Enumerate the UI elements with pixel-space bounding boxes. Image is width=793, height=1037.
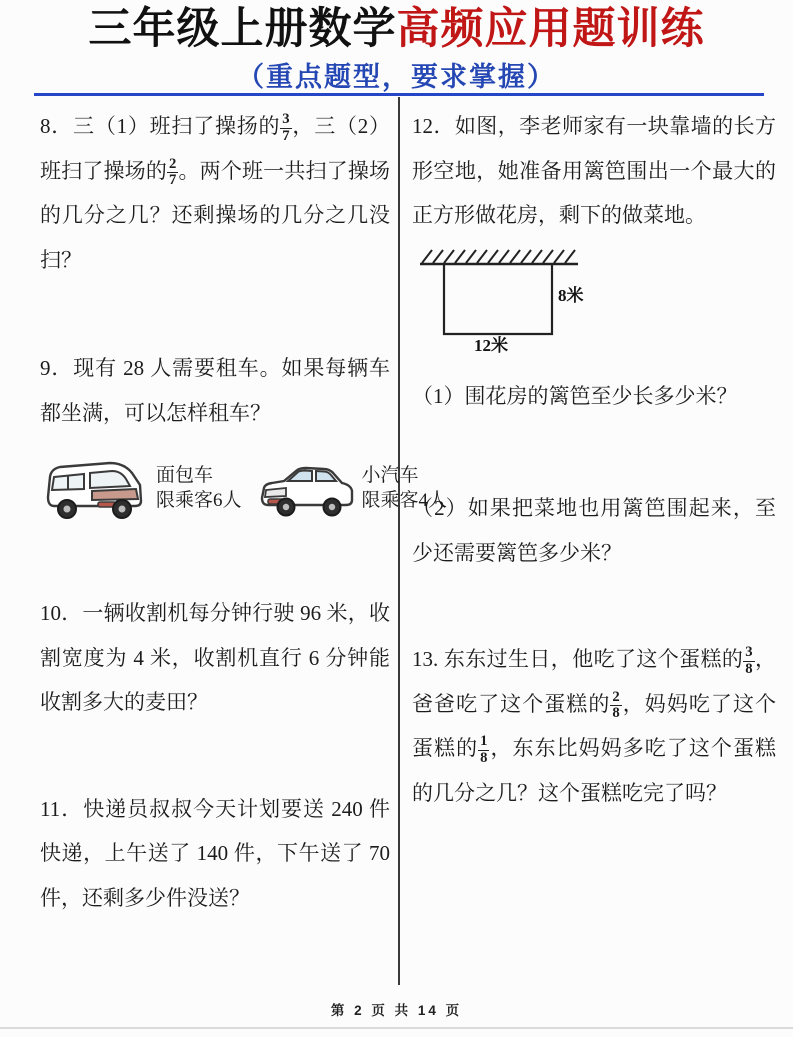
title-red-part: 高频应用题训练	[396, 5, 705, 53]
column-divider-line	[398, 97, 400, 985]
figure-width-label: 12米	[474, 335, 508, 355]
problem-12: 12．如图，李老师家有一块靠墙的长方形空地，她准备用篱笆围出一个最大的正方形做花房，剩下的做菜地。	[412, 114, 776, 228]
right-column	[412, 104, 776, 815]
page-header	[0, 6, 793, 94]
bottom-edge-line	[0, 1027, 793, 1029]
problem-13: 13. 东东过生日，他吃了这个蛋糕的 $\frac{3}{8}$ ，爸爸吃了这个蛋糕的 $\frac{2}{8}$ ，妈妈吃了这个蛋糕的 $\frac{1}{8}$ ，东东比妈妈多吃了这个蛋糕的几分之几？这个蛋糕吃完了吗？	[412, 644, 777, 805]
page-subtitle: （重点题型，要求掌握）	[237, 62, 556, 93]
car-name: 小汽车	[361, 465, 419, 487]
van-icon	[40, 453, 150, 525]
car-icon	[256, 458, 356, 520]
page-title	[0, 6, 793, 53]
wall-rectangle-figure	[416, 244, 606, 356]
van-capacity: 限乘客6人	[156, 490, 242, 512]
fraction: $\frac{1}{8}$	[480, 733, 488, 766]
problem-10: 10．一辆收割机每分钟行驶 96 米，收割宽度为 4 米，收割机直行 6 分钟能收割多大的麦田？	[40, 601, 390, 715]
fraction: $\frac{2}{8}$	[612, 688, 620, 722]
van-group	[40, 453, 242, 525]
car-capacity: 限乘客4人	[361, 490, 448, 512]
problem-8: 8．三（1）班扫了操扬的 $\frac{3}{7}$ ，三（2）班扫了操场的 $\frac{2}{7}$ 。两个班一共扫了操场的几分之几？还剩操场的几分之几没扫？	[40, 111, 391, 272]
figure-height-label: 8米	[558, 285, 584, 305]
fraction: $\frac{3}{8}$	[745, 644, 753, 677]
page-number-footer: 第 2 页 共 14 页	[330, 1003, 463, 1018]
vehicle-illustrations	[40, 453, 448, 525]
problem-12-question-2: （2）如果把菜地也用篱笆围起来，至少还需要篱笆多少米？	[412, 496, 776, 565]
problem-12-question-1: （1）围花房的篱笆至少长多少米？	[412, 383, 738, 408]
header-divider-rule	[34, 93, 764, 96]
van-label	[156, 464, 242, 513]
fraction: $\frac{2}{7}$	[169, 155, 177, 189]
left-column	[40, 104, 448, 920]
problem-11: 11．快递员叔叔今天计划要送 240 件快递，上午送了 140 件，下午送了 70 件，还剩多少件没送？	[40, 796, 390, 910]
problem-9: 9．现有 28 人需要租车。如果每辆车都坐满，可以怎样租车？	[40, 356, 390, 425]
title-black-part: 三年级上册数学	[88, 5, 397, 53]
fraction: $\frac{3}{7}$	[282, 111, 290, 144]
van-name: 面包车	[156, 465, 214, 487]
